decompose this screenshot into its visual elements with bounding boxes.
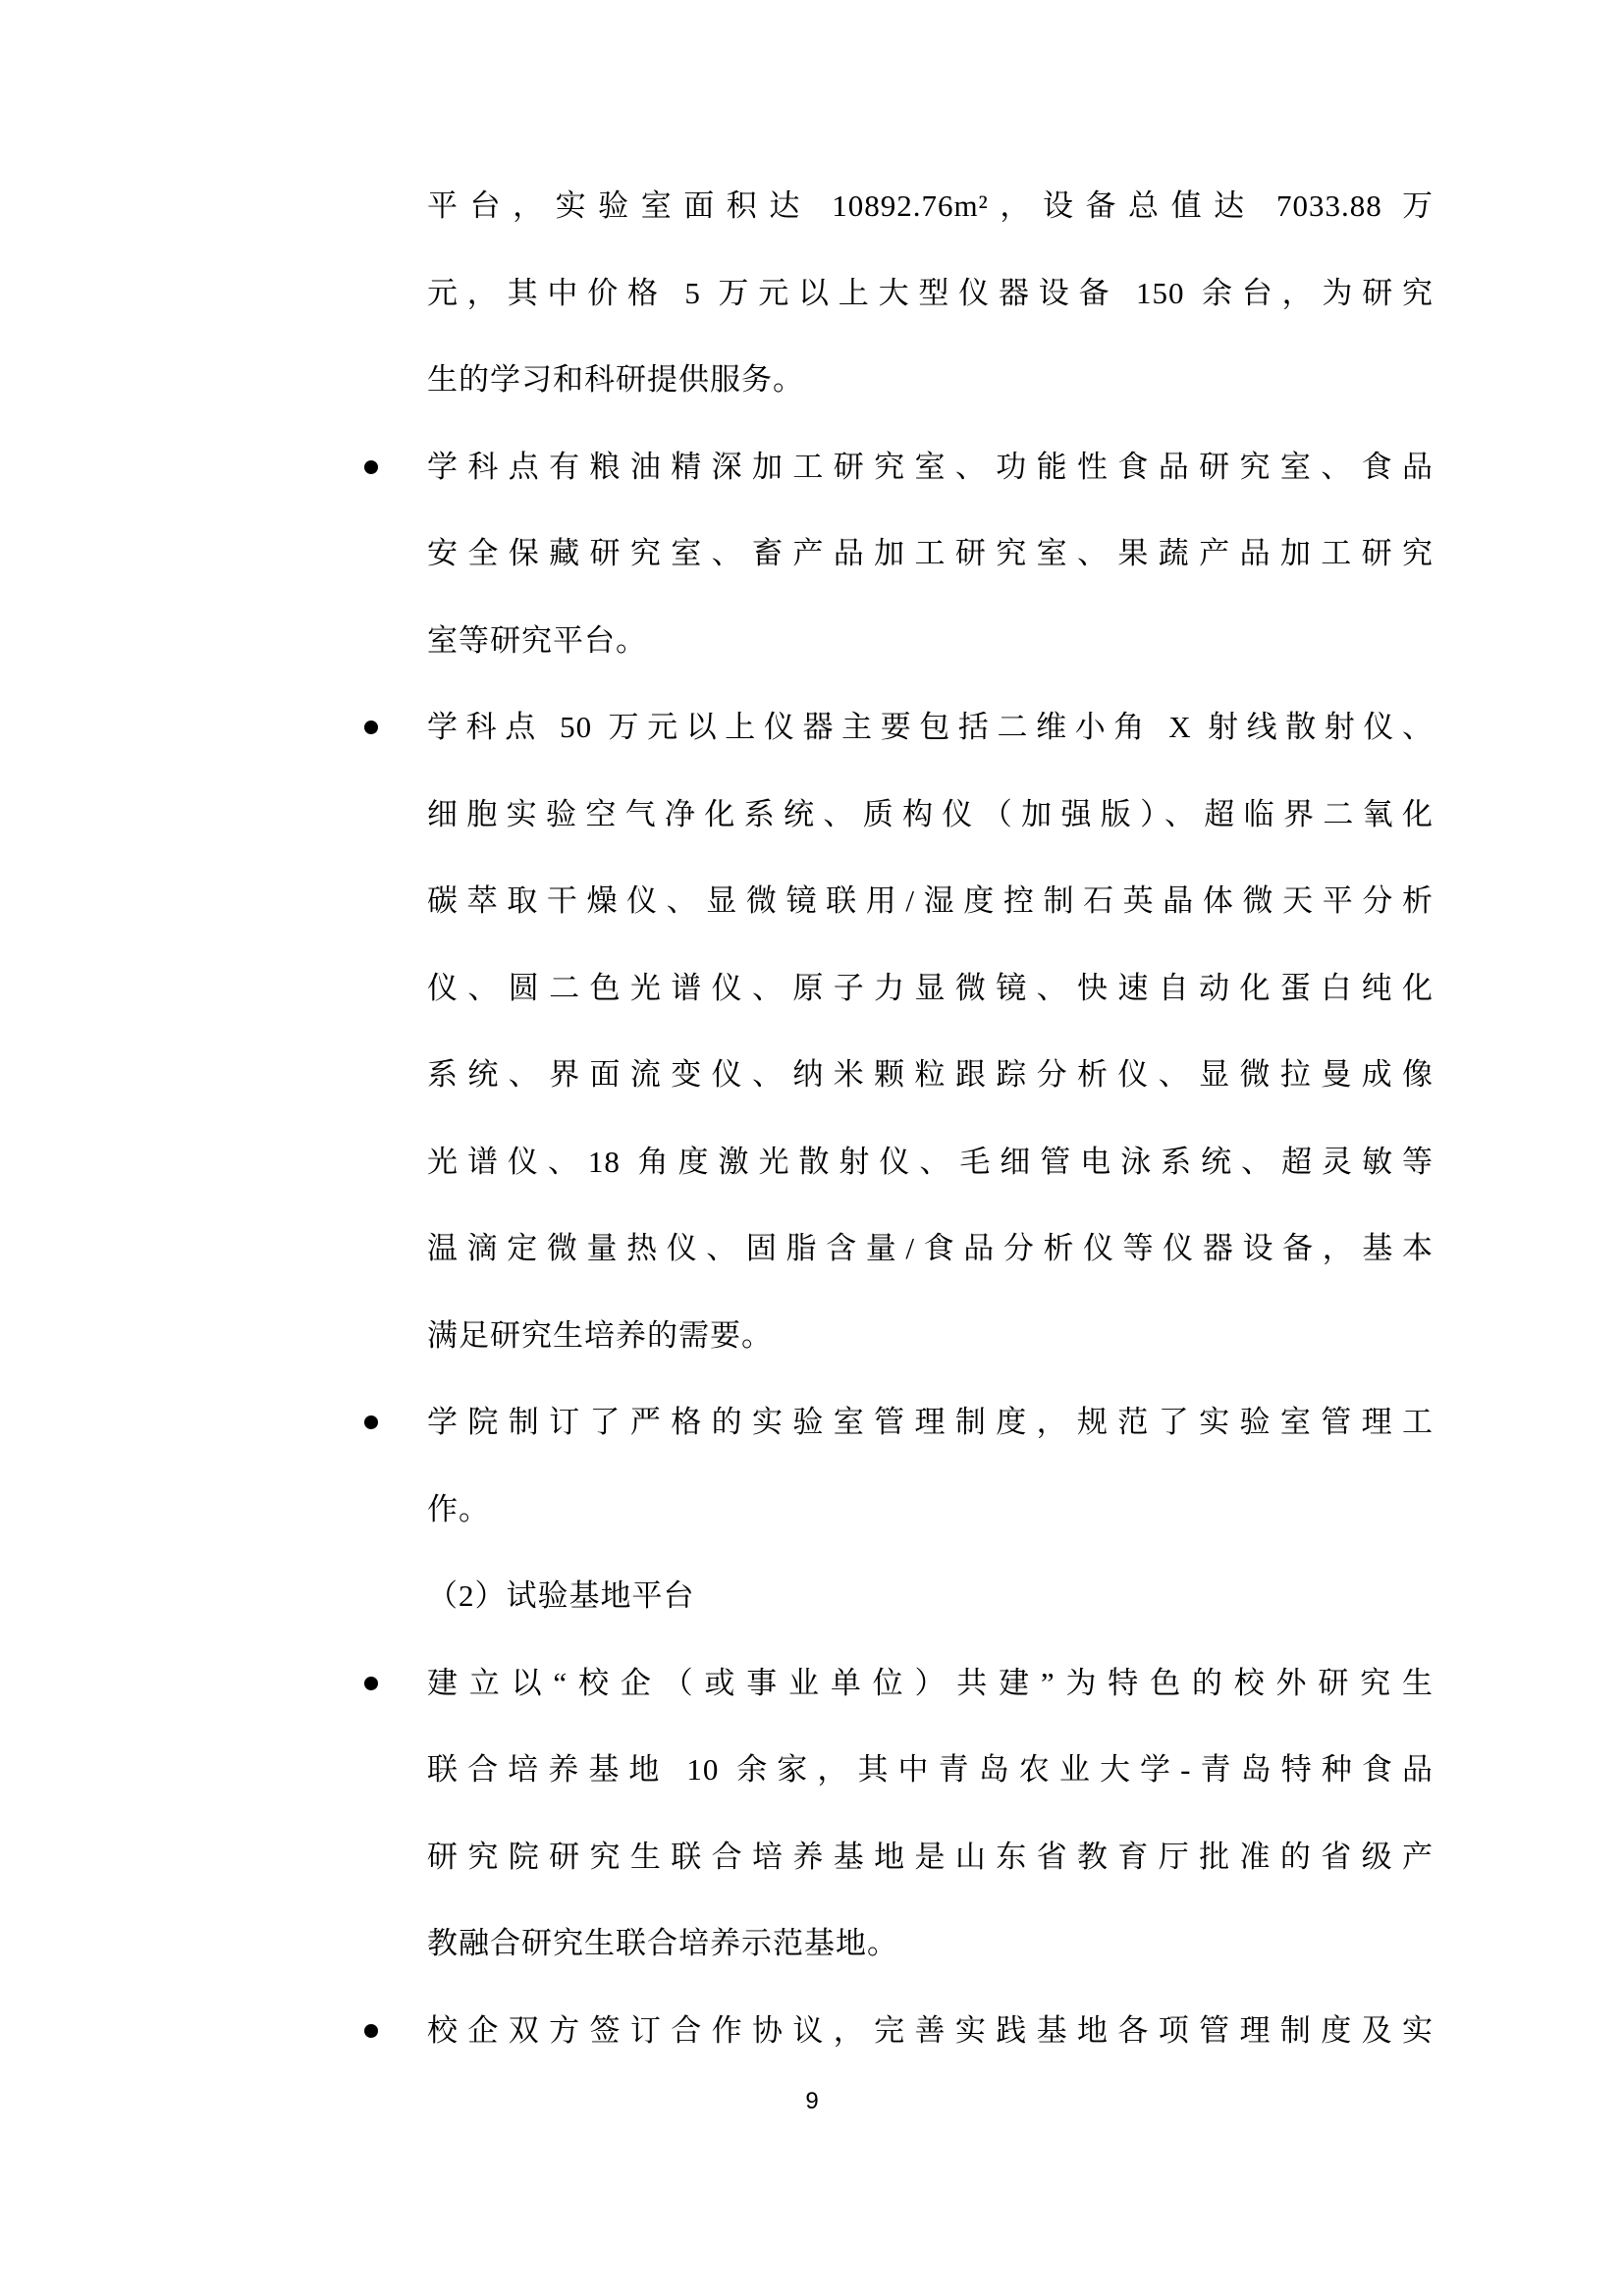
text-line: 系统、界面流变仪、纳米颗粒跟踪分析仪、显微拉曼成像 [427,1057,1434,1092]
text-line: 仪、圆二色光谱仪、原子力显微镜、快速自动化蛋白纯化 [427,970,1434,1005]
text-line: 安全保藏研究室、畜产品加工研究室、果蔬产品加工研究 [427,536,1434,570]
text-line-content: 校企双方签订合作协议，完善实践基地各项管理制度及实 [427,2012,1434,2048]
text-line [427,1379,1434,1467]
text-line: 室等研究平台。 [427,622,647,658]
text-line: 光谱仪、18 角度激光散射仪、毛细管电泳系统、超灵敏等 [427,1144,1434,1179]
text-line: 细胞实验空气净化系统、质构仪（加强版）、超临界二氧化 [427,796,1434,831]
text-line-content: 学科点有粮油精深加工研究室、功能性食品研究室、食品 [427,449,1434,484]
text-line [427,684,1434,772]
text-line: 元，其中价格 5 万元以上大型仪器设备 150 余台，为研究 [427,275,1434,310]
text-line [427,424,1434,511]
section-heading: （2）试验基地平台 [427,1578,695,1613]
text-line-content: 建立以“校企（或事业单位）共建”为特色的校外研究生 [427,1665,1434,1700]
text-line: 碳萃取干燥仪、显微镜联用/湿度控制石英晶体微天平分析 [427,883,1434,918]
text-line: 温滴定微量热仪、固脂含量/食品分析仪等仪器设备，基本 [427,1231,1434,1265]
bullet-icon [364,1415,378,1429]
text-line-content: 学科点 50 万元以上仪器主要包括二维小角 X 射线散射仪、 [427,710,1434,744]
text-line [427,1640,1434,1728]
text-line [427,1988,1434,2075]
bullet-icon [364,1677,378,1690]
text-line: 平台，实验室面积达 10892.76m²，设备总值达 7033.88 万 [427,188,1434,223]
bullet-icon [364,460,378,474]
text-line: 教融合研究生联合培养示范基地。 [427,1926,898,1960]
text-line: 满足研究生培养的需要。 [427,1317,773,1353]
text-line: 研究院研究生联合培养基地是山东省教育厅批准的省级产 [427,1839,1434,1874]
page-number: 9 [805,2088,819,2114]
text-line-content: 学院制订了严格的实验室管理制度，规范了实验室管理工 [427,1405,1434,1439]
text-line: 作。 [427,1491,490,1526]
body-text [427,163,1434,2074]
bullet-icon [364,2024,378,2038]
bullet-icon [364,721,378,734]
text-line: 联合培养基地 10 余家，其中青岛农业大学-青岛特种食品 [427,1752,1434,1787]
text-line: 生的学习和科研提供服务。 [427,362,804,397]
